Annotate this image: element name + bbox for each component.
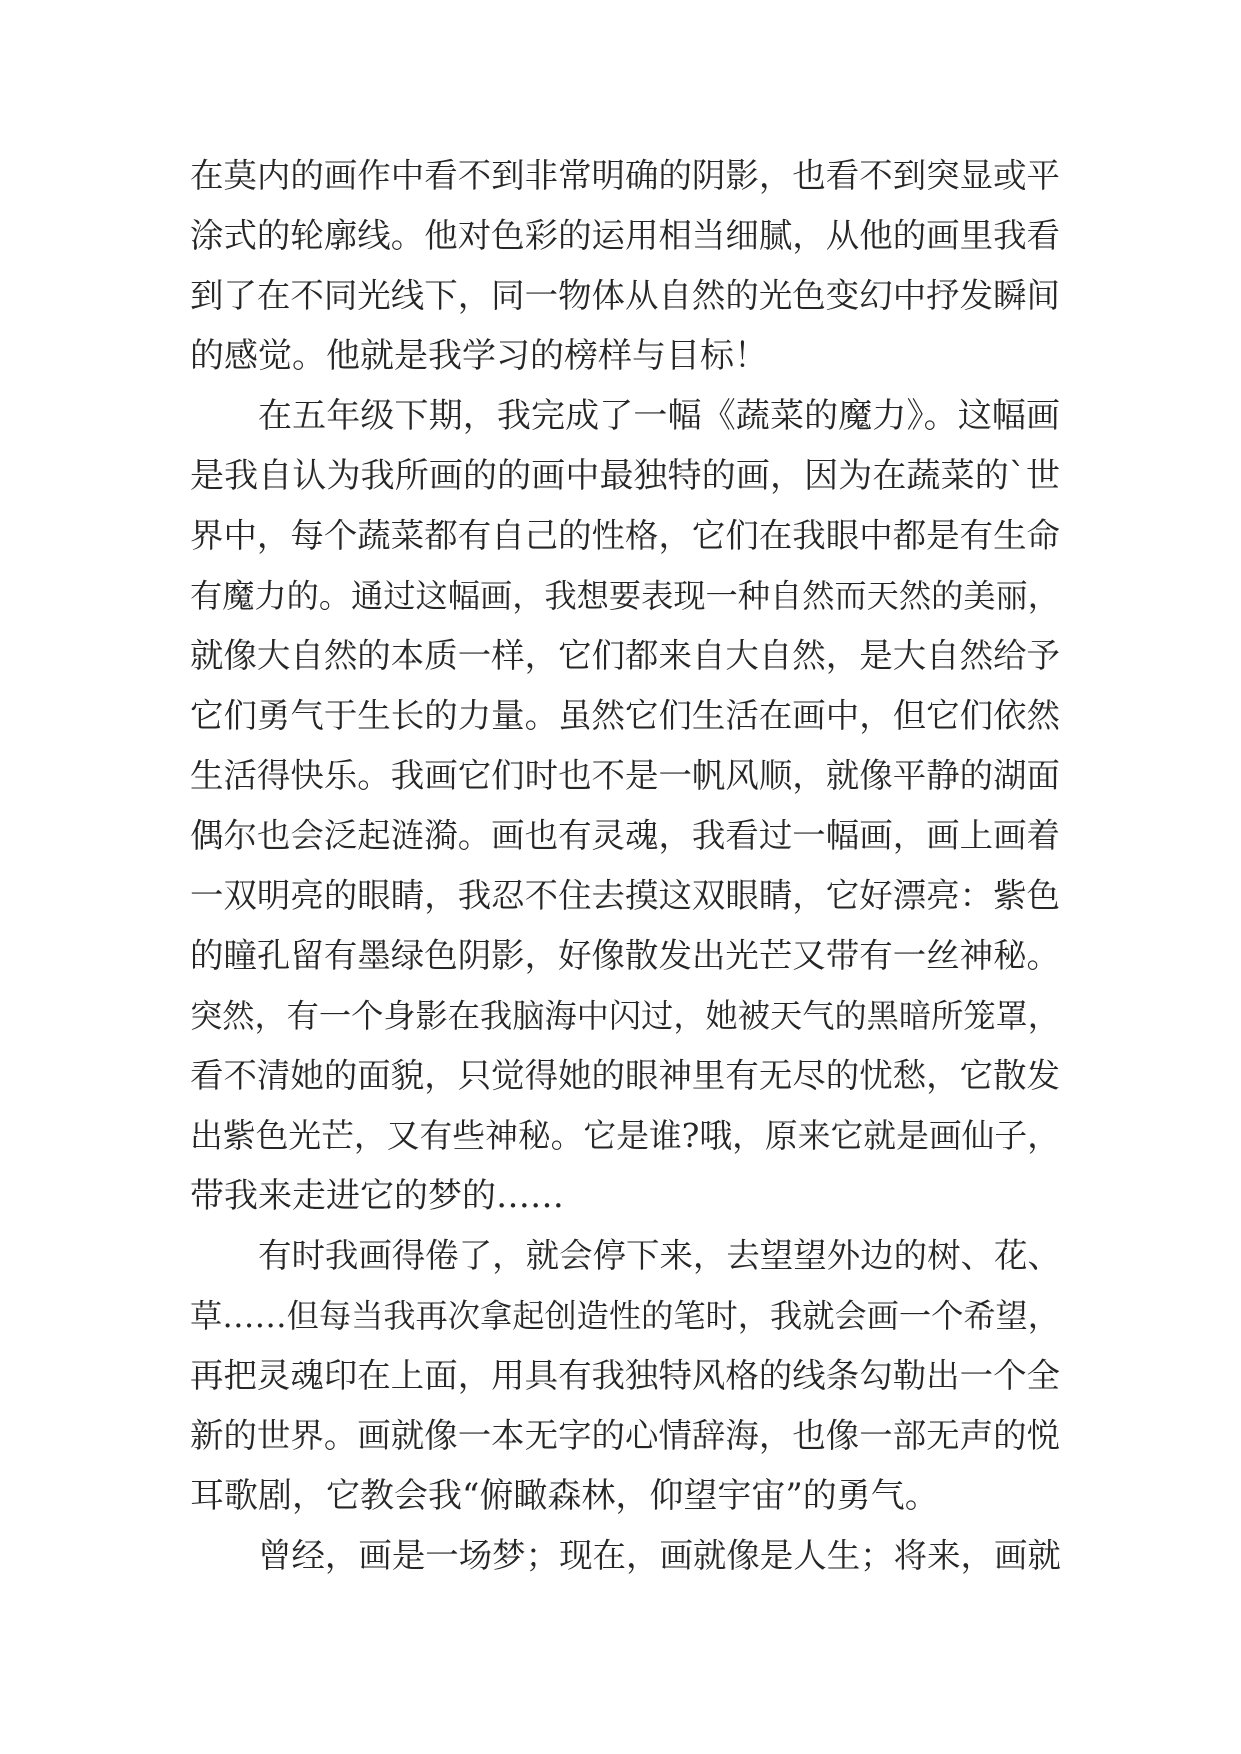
text-line-22: 新的世界。画就像一本无字的心情辞海，也像一部无声的悦 (190, 1416, 1060, 1455)
text-line-14: 的瞳孔留有墨绿色阴影，好像散发出光芒又带有一丝神秘。 (190, 936, 1060, 975)
text-line-13: 一双明亮的眼睛，我忍不住去摸这双眼睛，它好漂亮：紫色 (190, 876, 1060, 915)
body-text (190, 146, 1060, 1586)
text-line-23: 耳歌剧，它教会我“俯瞰森林，仰望宇宙”的勇气。 (190, 1476, 939, 1516)
text-line-4: 的感觉。他就是我学习的榜样与目标！ (190, 336, 768, 376)
text-line-17: 出紫色光芒，又有些神秘。它是谁?哦，原来它就是画仙子， (190, 1117, 1060, 1155)
text-line-10: 它们勇气于生长的力量。虽然它们生活在画中，但它们依然 (190, 696, 1060, 735)
text-line-7: 界中，每个蔬菜都有自己的性格，它们在我眼中都是有生命 (190, 516, 1060, 555)
text-line-21: 再把灵魂印在上面，用具有我独特风格的线条勾勒出一个全 (190, 1356, 1060, 1395)
text-line-24: 曾经，画是一场梦；现在，画就像是人生；将来，画就 (258, 1536, 1061, 1575)
text-line-8: 有魔力的。通过这幅画，我想要表现一种自然而天然的美丽， (190, 577, 1060, 615)
text-line-15: 突然，有一个身影在我脑海中闪过，她被天气的黑暗所笼罩， (190, 997, 1060, 1035)
text-line-6: 是我自认为我所画的的画中最独特的画，因为在蔬菜的`世 (190, 456, 1060, 496)
text-line-3: 到了在不同光线下，同一物体从自然的光色变幻中抒发瞬间 (190, 276, 1060, 315)
text-line-1: 在莫内的画作中看不到非常明确的阴影，也看不到突显或平 (190, 156, 1060, 195)
text-line-19: 有时我画得倦了，就会停下来，去望望外边的树、花、 (258, 1236, 1061, 1275)
text-line-12: 偶尔也会泛起涟漪。画也有灵魂，我看过一幅画，画上画着 (190, 816, 1060, 855)
text-line-18: 带我来走进它的梦的…… (190, 1176, 564, 1216)
text-line-11: 生活得快乐。我画它们时也不是一帆风顺，就像平静的湖面 (190, 756, 1060, 795)
text-line-20: 草……但每当我再次拿起创造性的笔时，我就会画一个希望， (190, 1297, 1060, 1335)
text-line-2: 涂式的轮廓线。他对色彩的运用相当细腻，从他的画里我看 (190, 216, 1060, 255)
text-line-5: 在五年级下期，我完成了一幅《蔬菜的魔力》。这幅画 (258, 396, 1060, 436)
text-line-16: 看不清她的面貌，只觉得她的眼神里有无尽的忧愁，它散发 (190, 1056, 1060, 1095)
text-line-9: 就像大自然的本质一样，它们都来自大自然，是大自然给予 (190, 636, 1060, 675)
